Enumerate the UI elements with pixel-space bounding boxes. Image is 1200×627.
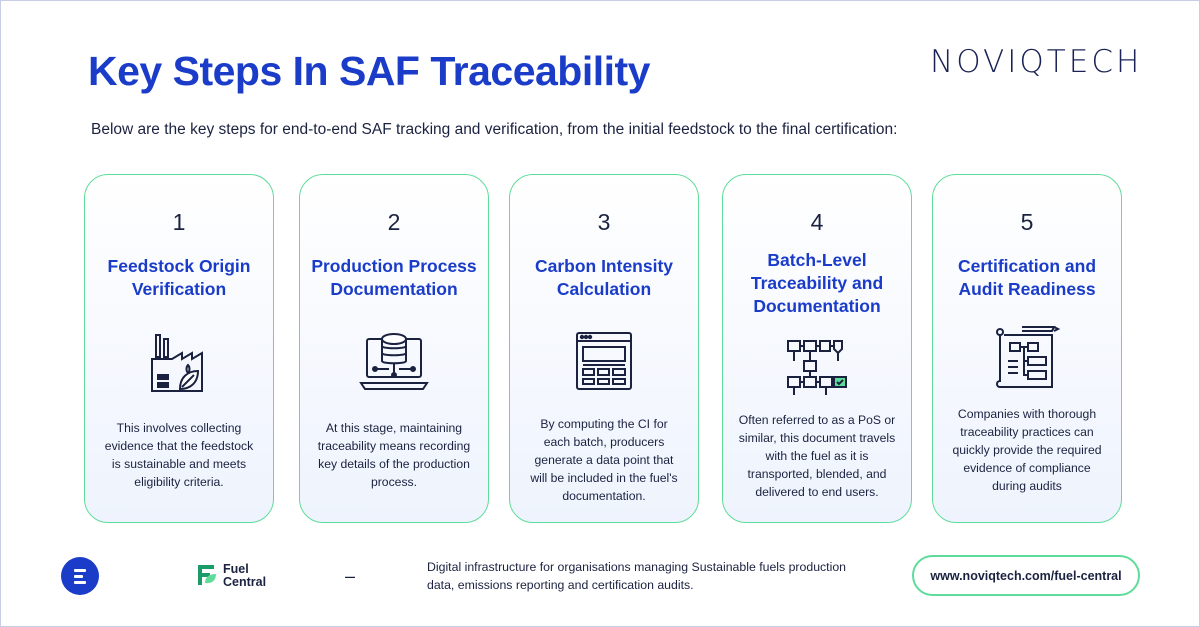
step-number: 1 <box>172 209 186 235</box>
step-title: Carbon Intensity Calculation <box>534 256 674 299</box>
page-subtitle: Below are the key steps for end-to-end SAF tracking and verification, from the initial feedstock to the final certification: <box>91 121 898 138</box>
step-title: Batch-Level Traceability and Documentation <box>750 250 884 316</box>
step-card-2 <box>299 174 489 523</box>
step-title: Feedstock Origin Verification <box>107 256 251 299</box>
factory-leaf-icon <box>144 329 214 399</box>
step-description: Often referred to as a PoS or similar, this document travels with the fuel as it is transported, blended, and delivered to end users. <box>738 413 896 499</box>
website-link-button[interactable]: www.noviqtech.com/fuel-central <box>912 555 1140 596</box>
noviqtech-mark-icon <box>61 557 99 595</box>
dashboard-window-icon <box>569 325 639 395</box>
database-laptop-icon <box>359 325 429 395</box>
step-number: 2 <box>387 209 401 235</box>
step-title: Production Process Documentation <box>311 256 477 299</box>
step-card-3 <box>509 174 699 523</box>
step-description: At this stage, maintaining traceability means recording key details of the production process. <box>317 421 471 489</box>
footer-separator: – <box>345 566 356 586</box>
fuel-central-leaf-icon <box>196 563 218 587</box>
step-card-5 <box>932 174 1122 523</box>
product-name: Fuel Central <box>223 562 267 589</box>
step-card-1 <box>84 174 274 523</box>
step-description: This involves collecting evidence that the feedstock is sustainable and meets eligibility criteria. <box>104 421 254 489</box>
page-title: Key Steps In SAF Traceability <box>88 48 650 94</box>
step-number: 5 <box>1020 209 1034 235</box>
brand-logo: NOVIQTECH <box>930 44 1143 80</box>
flowchart-icon <box>782 331 852 401</box>
blueprint-document-icon <box>992 319 1062 389</box>
step-description: Companies with thorough traceability practices can quickly provide the required evidence of compliance during audits <box>952 407 1102 493</box>
step-description: By computing the CI for each batch, producers generate a data point that will be included in the fuel's documentation. <box>530 417 678 503</box>
step-number: 4 <box>810 209 824 235</box>
footer-description: Digital infrastructure for organisations managing Sustainable fuels production data, emissions reporting and certification audits. <box>427 560 847 592</box>
step-number: 3 <box>597 209 611 235</box>
step-card-4 <box>722 174 912 523</box>
step-title: Certification and Audit Readiness <box>957 256 1097 299</box>
